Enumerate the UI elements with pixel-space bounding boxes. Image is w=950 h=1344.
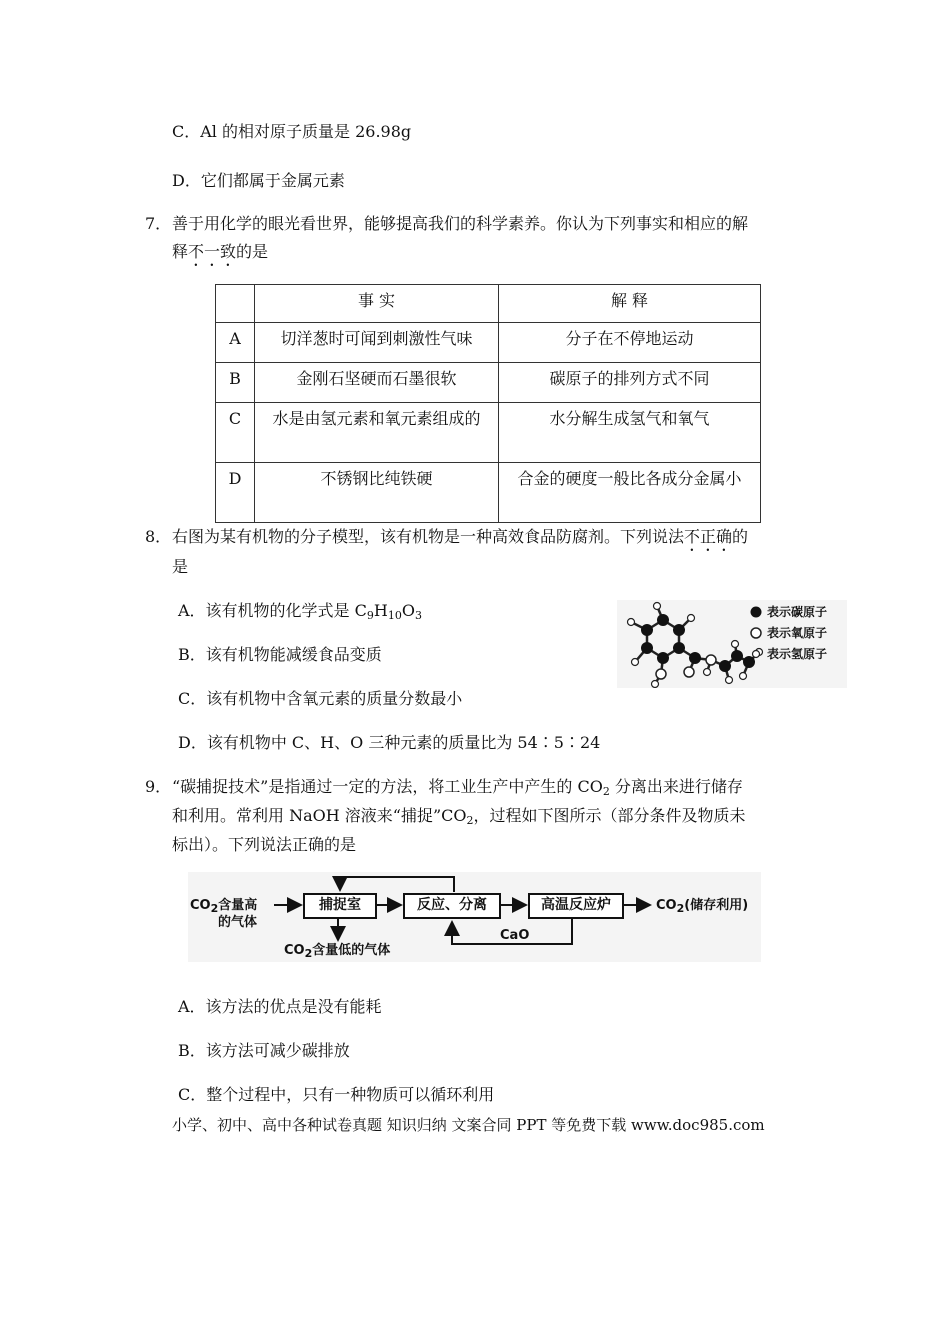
row-fact: 水是由氢元素和氧元素组成的 [255,403,499,463]
table-row [216,463,761,523]
table-header-explain: 解 释 [499,285,761,323]
q8-number: 8． [145,527,172,546]
stem-text: ，过程如下图所示（部分条件及物质未 [473,806,746,825]
table-row [216,403,761,463]
stem-sub: 2 [602,785,610,798]
flow-output-label [656,898,748,914]
q7-stem-line1: 善于用化学的眼光看世界，能够提高我们的科学素养。你认为下列事实和相应的解 [172,214,749,233]
q9-stem-line2 [172,805,746,827]
q6-option-d: D．它们都属于金属元素 [172,171,345,190]
row-fact: 金刚石坚硬而石墨很软 [255,363,499,403]
q9-number: 9． [145,777,172,796]
q7-stem-emphasis: 不一致 [188,242,237,261]
q7-fact-table [215,284,761,523]
legend-carbon-label: 表示碳原子 [767,605,828,619]
flow-text: CO [656,898,677,913]
table-row [216,363,761,403]
flow-sub: 2 [304,947,313,960]
row-fact: 切洋葱时可闻到刺激性气味 [255,323,499,363]
q7-stem-line2 [172,241,268,270]
flow-text: 含量低的气体 [312,943,391,958]
formula-text: H [373,601,388,620]
flow-cao-label: CaO [500,928,530,943]
table-row [216,323,761,363]
row-explain: 分子在不停地运动 [499,323,761,363]
q7-number: 7． [145,214,172,233]
flow-text: CO [284,943,305,958]
q8-option-b: B．该有机物能减缓食品变质 [178,645,382,664]
flow-input-label-line2: 的气体 [218,915,258,930]
q8-option-a [178,600,422,622]
q9-stem-line3: 标出）。下列说法正确的是 [172,835,357,854]
q8-stem-post: 的 [732,527,749,546]
q8-option-d: D．该有机物中 C、H、O 三种元素的质量比为 54∶5∶24 [178,733,601,752]
row-explain: 碳原子的排列方式不同 [499,363,761,403]
legend-hydrogen-label: 表示氢原子 [767,647,828,661]
row-explain: 合金的硬度一般比各成分金属小 [499,463,761,523]
legend-carbon-icon [751,607,762,618]
q9-option-c: C．整个过程中，只有一种物质可以循环利用 [178,1085,495,1104]
row-label: B [216,363,255,403]
legend-oxygen-icon [751,628,761,638]
q7-stem-pre: 释 [172,242,189,261]
row-label: C [216,403,255,463]
table-header-fact: 事 实 [255,285,499,323]
formula-sub: 10 [387,609,402,622]
formula-sub: 3 [414,609,422,622]
flow-input-label [190,898,257,914]
flow-low-co2-label [284,943,390,959]
row-label: D [216,463,255,523]
formula-text: A．该有机物的化学式是 C [178,601,367,620]
row-explain: 水分解生成氢气和氧气 [499,403,761,463]
formula-sub: 9 [366,609,374,622]
flow-text: CO [190,898,211,913]
stem-text: 分离出来进行储存 [609,777,743,796]
stem-text: “碳捕捉技术”是指通过一定的方法，将工业生产中产生的 CO [172,777,603,796]
page-footer: 小学、初中、高中各种试卷真题 知识归纳 文案合同 PPT 等免费下载 www.doc985.com [172,1116,765,1134]
q7-stem-post: 的是 [236,242,269,261]
q9-stem-line1 [172,776,743,798]
stem-text: 和利用。常利用 NaOH 溶液来“捕捉”CO [172,806,467,825]
flow-text: 含量高 [218,898,258,913]
stem-sub: 2 [466,814,474,827]
flow-sub: 2 [676,902,685,915]
flow-box-capture-room: 捕捉室 [303,893,377,919]
q9-option-b: B．该方法可减少碳排放 [178,1041,350,1060]
q9-option-a: A．该方法的优点是没有能耗 [178,997,382,1016]
table-corner-cell [216,285,255,323]
flow-box-furnace: 高温反应炉 [528,893,624,919]
q8-stem-line1 [172,526,748,555]
carbon-capture-flow-diagram [188,872,761,962]
row-label: A [216,323,255,363]
legend-oxygen-label: 表示氧原子 [767,626,828,640]
flow-sub: 2 [210,902,219,915]
flow-box-reaction-separation: 反应、分离 [403,893,501,919]
flow-text: (储存利用) [684,898,749,913]
q8-stem-pre: 右图为某有机物的分子模型，该有机物是一种高效食品防腐剂。下列说法 [172,527,685,546]
molecule-model-figure [617,600,847,688]
formula-text: O [401,601,415,620]
row-fact: 不锈钢比纯铁硬 [255,463,499,523]
legend-hydrogen-icon [753,651,760,658]
q8-option-c: C．该有机物中含氧元素的质量分数最小 [178,689,463,708]
q6-option-c: C．Al 的相对原子质量是 26.98g [172,122,412,141]
q8-stem-line2: 是 [172,557,189,576]
q8-stem-emphasis: 不正确 [684,527,733,546]
